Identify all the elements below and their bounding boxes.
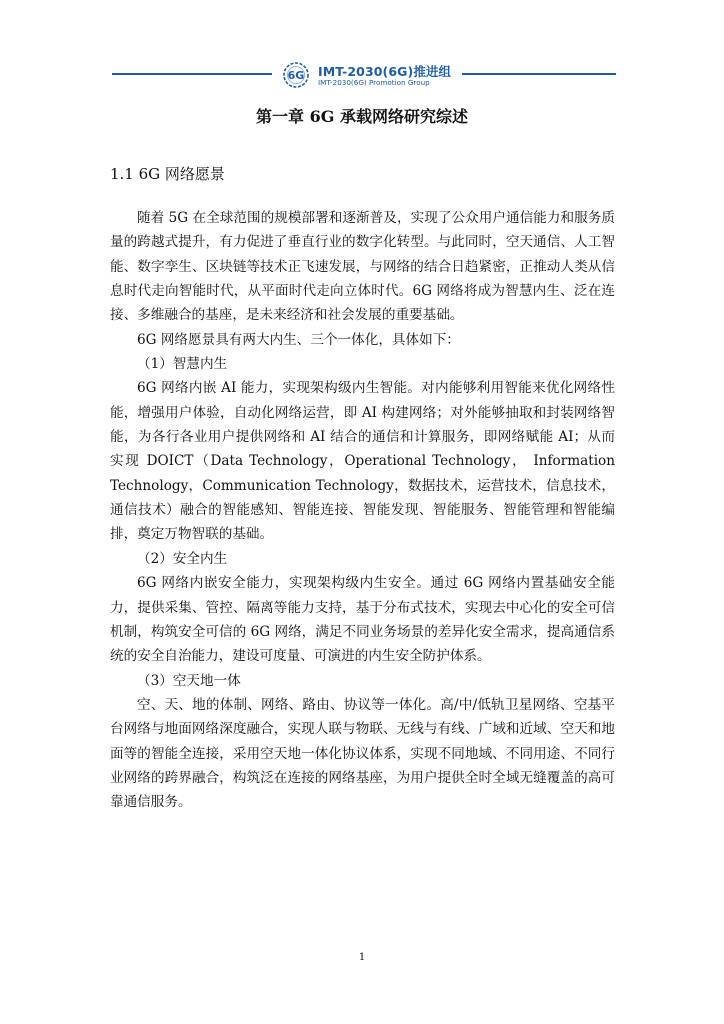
paragraph-vision-summary: 6G 网络愿景具有两大内生、三个一体化，具体如下： <box>137 331 460 348</box>
paragraph-security: 6G 网络内嵌安全能力，实现架构级内生安全。通过 6G 网络内置基础安全能力，提供采集、管控、隔离等能力支持，基于分布式技术，实现去中心化的安全可信机制，构筑安全可信的 6G 网络，满足不同业务场景的差异化安全需求，提高通信系统的安全自治能力，建设可度量、可演进的内生安全防护体系。 <box>110 575 615 665</box>
page-header <box>0 60 724 90</box>
paragraph-intelligence: 6G 网络内嵌 AI 能力，实现架构级内生智能。对内能够利用智能来优化网络性能，增强用户体验，自动化网络运营，即 AI 构建网络；对外能够抽取和封装网络智能，为各行各业用户提供网络和 AI 结合的通信和计算服务，即网络赋能 AI；从而实现 DOICT（Data Technology，Operational Technology， Information Technology，Communication Technology，数据技术，运营技术，信息技术，通信技术）融合的智能感知、智能连接、智能发现、智能服务、智能管理和智能编排，奠定万物智联的基础。 <box>110 380 615 543</box>
subheading-space-air-ground: （3）空天地一体 <box>137 672 241 689</box>
subheading-security: （2）安全内生 <box>137 550 228 567</box>
header-rule-left <box>112 73 272 75</box>
page-number: 1 <box>358 952 366 963</box>
paragraph-intro: 随着 5G 在全球范围的规模部署和逐渐普及，实现了公众用户通信能力和服务质量的跨越式提升，有力促进了垂直行业的数字化转型。与此同时，空天通信、人工智能、数字孪生、区块链等技术正飞速发展，与网络的结合日趋紧密，正推动人类从信息时代走向智能时代，从平面时代走向立体时代。6G 网络将成为智慧内生、泛在连接、多维融合的基座，是未来经济和社会发展的重要基础。 <box>110 210 615 324</box>
logo-title: IMT-2030(6G)推进组 <box>318 64 452 79</box>
subheading-intelligence: （1）智慧内生 <box>137 356 228 373</box>
logo-mark-text: 6G <box>287 69 305 83</box>
section-title: 1.1 6G 网络愿景 <box>110 165 225 183</box>
document-body <box>110 206 615 815</box>
header-rule-right <box>462 73 616 75</box>
imt-2030-logo-icon <box>280 60 314 90</box>
paragraph-space-air-ground: 空、天、地的体制、网络、路由、协议等一体化。高/中/低轨卫星网络、空基平台网络与地面网络深度融合，实现人联与物联、无线与有线、广域和近域、空天和地面等的智能全连接，采用空天地一体化协议体系，实现不同地域、不同用途、不同行业网络的跨界融合，构筑泛在连接的网络基座，为用户提供全时全域无缝覆盖的高可靠通信服务。 <box>110 696 615 811</box>
chapter-title: 第一章 6G 承载网络研究综述 <box>256 107 468 126</box>
logo-subtitle: IMT-2030(6G) Promotion Group <box>318 78 430 87</box>
